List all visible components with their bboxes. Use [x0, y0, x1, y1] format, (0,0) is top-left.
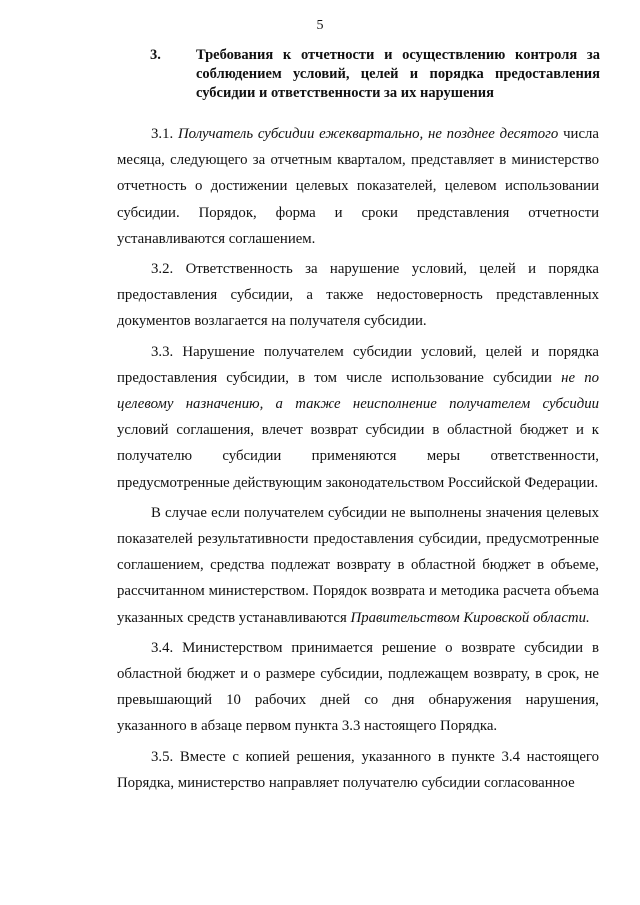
- text-segment: 3.4. Министерством принимается решение о возврате субсидии в областной бюджет и о размере субсидии, подлежащем возврату, в срок, не превышающий 10 рабочих дней со дня обнаружения нарушения, указанного в абзаце первом пункта 3.3 настоящего Порядка.: [117, 639, 599, 735]
- italic-text: не по целевому назначению, а также неисполнение получателем субсидии: [117, 369, 599, 413]
- text-segment: 3.3. Нарушение получателем субсидии условий, целей и порядка предоставления субсидии, в том числе использование субсидии: [117, 343, 599, 386]
- text-segment: условий соглашения, влечет возврат субсидии в областной бюджет и к получателю субсидии применяются меры ответственности, предусмотренные действующим законодательством Российской Федерации.: [117, 422, 599, 491]
- text-segment: 3.2. Ответственность за нарушение условий, целей и порядка предоставления субсидии, а также недостоверность представленных документов возлагается на получателя субсидии.: [117, 261, 599, 330]
- paragraph-3-4: [117, 635, 599, 740]
- document-body: [117, 121, 599, 796]
- section-heading: [150, 46, 600, 103]
- paragraph-3-3: [117, 339, 599, 496]
- italic-text: Получатель субсидии ежеквартально, не позднее десятого: [177, 126, 559, 142]
- paragraph-3-2: [117, 256, 599, 335]
- text-segment: 3.1.: [151, 126, 178, 142]
- paragraph-3-5: [117, 744, 599, 796]
- text-segment: В случае если получателем субсидии не выполнены значения целевых показателей результативности предоставления субсидии, предусмотренные соглашением, средства подлежат возврату в областной бюджет в объеме, рассчитанном министерством. Порядок возврата и методика расчета объема указанных средств устанавливаются: [117, 504, 599, 626]
- section-title: Требования к отчетности и осуществлению контроля за соблюдением условий, целей и порядка предоставления субсидии и ответственности за их нарушения: [196, 47, 600, 101]
- italic-text: Правительством Кировской области.: [350, 609, 590, 626]
- text-segment: числа месяца, следующего за отчетным кварталом, представляет в министерство отчетность о достижении целевых показателей, целевом использовании субсидии. Порядок, форма и сроки представления отчетности устанавливаются соглашением.: [117, 126, 599, 247]
- text-segment: 3.5. Вместе с копией решения, указанного в пункте 3.4 настоящего Порядка, министерство направляет получателю субсидии согласованное: [117, 748, 599, 791]
- paragraph-3-3-b: [117, 500, 599, 631]
- page-number: 5: [316, 18, 324, 33]
- paragraph-3-1: [117, 121, 599, 252]
- section-number: 3.: [150, 47, 161, 63]
